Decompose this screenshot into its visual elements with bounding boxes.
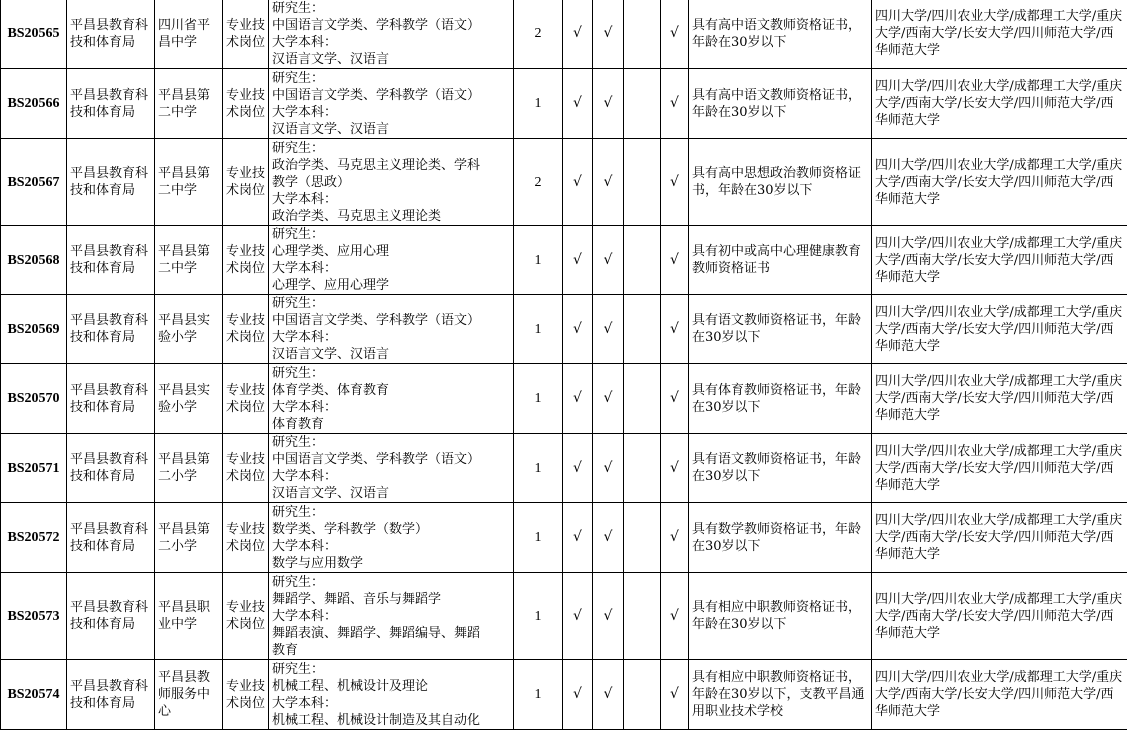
employer-unit: 平昌县第二小学 — [155, 434, 223, 503]
post-code: BS20570 — [1, 364, 67, 434]
check-mark: √ — [593, 295, 624, 364]
empty-cell — [624, 295, 661, 364]
check-mark: √ — [563, 364, 593, 434]
check-mark: √ — [563, 573, 593, 660]
major-line: 中国语言文学类、学科教学（语文） — [272, 17, 481, 33]
post-code: BS20573 — [1, 573, 67, 660]
major-line: 中国语言文学类、学科教学（语文） — [272, 313, 481, 328]
headcount: 1 — [514, 295, 563, 364]
other-requirements: 具有相应中职教师资格证书，年龄在30岁以下，支教平昌通用职业技术学校 — [689, 660, 872, 730]
target-universities: 四川大学/四川农业大学/成都理工大学/重庆大学/西南大学/长安大学/四川师范大学/西华师范大学 — [872, 0, 1127, 69]
major-requirements — [269, 139, 514, 226]
target-universities: 四川大学/四川农业大学/成都理工大学/重庆大学/西南大学/长安大学/四川师范大学/西华师范大学 — [872, 226, 1127, 295]
post-category: 专业技术岗位 — [223, 434, 269, 503]
check-mark: √ — [661, 0, 689, 69]
post-category: 专业技术岗位 — [223, 573, 269, 660]
check-mark: √ — [593, 0, 624, 69]
headcount: 1 — [514, 364, 563, 434]
post-category: 专业技术岗位 — [223, 69, 269, 139]
major-line: 汉语言文学、汉语言 — [272, 347, 390, 362]
empty-cell — [624, 69, 661, 139]
empty-cell — [624, 503, 661, 573]
major-line: 大学本科： — [272, 538, 338, 554]
department: 平昌县教育科技和体育局 — [67, 69, 155, 139]
post-code: BS20569 — [1, 295, 67, 364]
major-line: 大学本科： — [272, 399, 338, 415]
major-line: 数学类、学科教学（数学） — [272, 521, 429, 537]
other-requirements: 具有体育教师资格证书，年龄在30岁以下 — [689, 364, 872, 434]
check-mark: √ — [593, 434, 624, 503]
department: 平昌县教育科技和体育局 — [67, 573, 155, 660]
target-universities: 四川大学/四川农业大学/成都理工大学/重庆大学/西南大学/长安大学/四川师范大学/西华师范大学 — [872, 364, 1127, 434]
major-line: 研究生： — [272, 140, 325, 156]
major-line: 大学本科： — [272, 261, 338, 276]
empty-cell — [624, 226, 661, 295]
check-mark: √ — [563, 69, 593, 139]
check-mark: √ — [593, 139, 624, 226]
major-requirements — [269, 434, 514, 503]
table-row — [1, 660, 1127, 730]
check-mark: √ — [593, 226, 624, 295]
target-universities: 四川大学/四川农业大学/成都理工大学/重庆大学/西南大学/长安大学/四川师范大学/西华师范大学 — [872, 69, 1127, 139]
employer-unit: 平昌县第二中学 — [155, 69, 223, 139]
major-line: 大学本科： — [272, 695, 338, 711]
employer-unit: 四川省平昌中学 — [155, 0, 223, 69]
other-requirements: 具有高中思想政治教师资格证书，年龄在30岁以下 — [689, 139, 872, 226]
major-line: 汉语言文学、汉语言 — [272, 486, 390, 501]
table-row — [1, 295, 1127, 364]
check-mark: √ — [593, 364, 624, 434]
check-mark: √ — [661, 139, 689, 226]
other-requirements: 具有语文教师资格证书，年龄在30岁以下 — [689, 434, 872, 503]
major-line: 汉语言文学、汉语言 — [272, 51, 390, 67]
check-mark: √ — [661, 295, 689, 364]
major-line: 研究生： — [272, 0, 325, 16]
department: 平昌县教育科技和体育局 — [67, 660, 155, 730]
department: 平昌县教育科技和体育局 — [67, 0, 155, 69]
check-mark: √ — [593, 503, 624, 573]
check-mark: √ — [563, 226, 593, 295]
other-requirements: 具有高中语文教师资格证书，年龄在30岁以下 — [689, 69, 872, 139]
employer-unit: 平昌县第二中学 — [155, 139, 223, 226]
table-row — [1, 139, 1127, 226]
major-requirements — [269, 295, 514, 364]
major-requirements — [269, 573, 514, 660]
headcount: 1 — [514, 660, 563, 730]
employer-unit: 平昌县教师服务中心 — [155, 660, 223, 730]
headcount: 2 — [514, 0, 563, 69]
check-mark: √ — [563, 139, 593, 226]
headcount: 1 — [514, 503, 563, 573]
headcount: 1 — [514, 434, 563, 503]
check-mark: √ — [563, 0, 593, 69]
major-line: 研究生： — [272, 661, 325, 677]
major-line: 中国语言文学类、学科教学（语文） — [272, 452, 481, 467]
post-category: 专业技术岗位 — [223, 0, 269, 69]
table-row — [1, 69, 1127, 139]
major-line: 研究生： — [272, 70, 325, 86]
target-universities: 四川大学/四川农业大学/成都理工大学/重庆大学/西南大学/长安大学/四川师范大学/西华师范大学 — [872, 573, 1127, 660]
employer-unit: 平昌县第二小学 — [155, 503, 223, 573]
department: 平昌县教育科技和体育局 — [67, 139, 155, 226]
major-line: 心理学、应用心理学 — [272, 278, 390, 293]
post-code: BS20565 — [1, 0, 67, 69]
table-row — [1, 434, 1127, 503]
check-mark: √ — [661, 660, 689, 730]
department: 平昌县教育科技和体育局 — [67, 364, 155, 434]
post-category: 专业技术岗位 — [223, 226, 269, 295]
check-mark: √ — [563, 434, 593, 503]
employer-unit: 平昌县第二中学 — [155, 226, 223, 295]
other-requirements: 具有数学教师资格证书，年龄在30岁以下 — [689, 503, 872, 573]
major-requirements — [269, 226, 514, 295]
major-line: 数学与应用数学 — [272, 555, 364, 571]
check-mark: √ — [563, 660, 593, 730]
check-mark: √ — [563, 295, 593, 364]
check-mark: √ — [593, 660, 624, 730]
major-requirements — [269, 503, 514, 573]
check-mark: √ — [593, 573, 624, 660]
target-universities: 四川大学/四川农业大学/成都理工大学/重庆大学/西南大学/长安大学/四川师范大学/西华师范大学 — [872, 660, 1127, 730]
post-category: 专业技术岗位 — [223, 139, 269, 226]
post-code: BS20566 — [1, 69, 67, 139]
major-line: 研究生： — [272, 435, 325, 450]
major-requirements — [269, 69, 514, 139]
post-code: BS20574 — [1, 660, 67, 730]
check-mark: √ — [593, 69, 624, 139]
post-category: 专业技术岗位 — [223, 503, 269, 573]
other-requirements: 具有初中或高中心理健康教育教师资格证书 — [689, 226, 872, 295]
department: 平昌县教育科技和体育局 — [67, 295, 155, 364]
major-requirements — [269, 0, 514, 69]
major-line: 政治学类、马克思主义理论类、学科 — [272, 157, 481, 173]
check-mark: √ — [661, 226, 689, 295]
check-mark: √ — [661, 434, 689, 503]
employer-unit: 平昌县实验小学 — [155, 295, 223, 364]
major-line: 大学本科： — [272, 608, 338, 624]
post-category: 专业技术岗位 — [223, 660, 269, 730]
major-line: 中国语言文学类、学科教学（语文） — [272, 87, 481, 103]
department: 平昌县教育科技和体育局 — [67, 226, 155, 295]
empty-cell — [624, 139, 661, 226]
empty-cell — [624, 434, 661, 503]
empty-cell — [624, 0, 661, 69]
major-line: 舞蹈学、舞蹈、音乐与舞蹈学 — [272, 591, 442, 607]
check-mark: √ — [661, 573, 689, 660]
major-line: 教学（思政） — [272, 174, 351, 190]
major-line: 研究生： — [272, 296, 325, 311]
target-universities: 四川大学/四川农业大学/成都理工大学/重庆大学/西南大学/长安大学/四川师范大学/西华师范大学 — [872, 295, 1127, 364]
headcount: 1 — [514, 226, 563, 295]
major-requirements — [269, 660, 514, 730]
major-requirements — [269, 364, 514, 434]
table-row — [1, 573, 1127, 660]
major-line: 大学本科： — [272, 469, 338, 484]
headcount: 1 — [514, 573, 563, 660]
empty-cell — [624, 364, 661, 434]
headcount: 2 — [514, 139, 563, 226]
empty-cell — [624, 573, 661, 660]
major-line: 大学本科： — [272, 330, 338, 345]
headcount: 1 — [514, 69, 563, 139]
major-line: 体育教育 — [272, 416, 325, 432]
major-line: 心理学类、应用心理 — [272, 244, 390, 259]
employer-unit: 平昌县职业中学 — [155, 573, 223, 660]
check-mark: √ — [661, 364, 689, 434]
major-line: 机械工程、机械设计制造及其自动化 — [272, 712, 481, 728]
target-universities: 四川大学/四川农业大学/成都理工大学/重庆大学/西南大学/长安大学/四川师范大学/西华师范大学 — [872, 434, 1127, 503]
major-line: 研究生： — [272, 504, 325, 520]
major-line: 机械工程、机械设计及理论 — [272, 678, 429, 694]
department: 平昌县教育科技和体育局 — [67, 503, 155, 573]
post-code: BS20571 — [1, 434, 67, 503]
major-line: 大学本科： — [272, 104, 338, 120]
post-code: BS20567 — [1, 139, 67, 226]
major-line: 政治学类、马克思主义理论类 — [272, 208, 442, 224]
post-code: BS20568 — [1, 226, 67, 295]
empty-cell — [624, 660, 661, 730]
major-line: 研究生： — [272, 574, 325, 590]
other-requirements: 具有高中语文教师资格证书，年龄在30岁以下 — [689, 0, 872, 69]
post-code: BS20572 — [1, 503, 67, 573]
major-line: 舞蹈表演、舞蹈学、舞蹈编导、舞蹈 — [272, 625, 481, 641]
department: 平昌县教育科技和体育局 — [67, 434, 155, 503]
major-line: 大学本科： — [272, 191, 338, 207]
other-requirements: 具有语文教师资格证书，年龄在30岁以下 — [689, 295, 872, 364]
check-mark: √ — [661, 503, 689, 573]
major-line: 研究生： — [272, 227, 325, 242]
check-mark: √ — [661, 69, 689, 139]
employer-unit: 平昌县实验小学 — [155, 364, 223, 434]
check-mark: √ — [563, 503, 593, 573]
table-row — [1, 364, 1127, 434]
major-line: 教育 — [272, 642, 299, 658]
major-line: 体育学类、体育教育 — [272, 382, 390, 398]
table-body — [1, 0, 1127, 730]
table-row — [1, 226, 1127, 295]
target-universities: 四川大学/四川农业大学/成都理工大学/重庆大学/西南大学/长安大学/四川师范大学/西华师范大学 — [872, 139, 1127, 226]
table-row — [1, 0, 1127, 69]
table-row — [1, 503, 1127, 573]
major-line: 大学本科： — [272, 34, 338, 50]
target-universities: 四川大学/四川农业大学/成都理工大学/重庆大学/西南大学/长安大学/四川师范大学/西华师范大学 — [872, 503, 1127, 573]
major-line: 汉语言文学、汉语言 — [272, 121, 390, 137]
major-line: 研究生： — [272, 365, 325, 381]
post-category: 专业技术岗位 — [223, 295, 269, 364]
post-category: 专业技术岗位 — [223, 364, 269, 434]
other-requirements: 具有相应中职教师资格证书，年龄在30岁以下 — [689, 573, 872, 660]
